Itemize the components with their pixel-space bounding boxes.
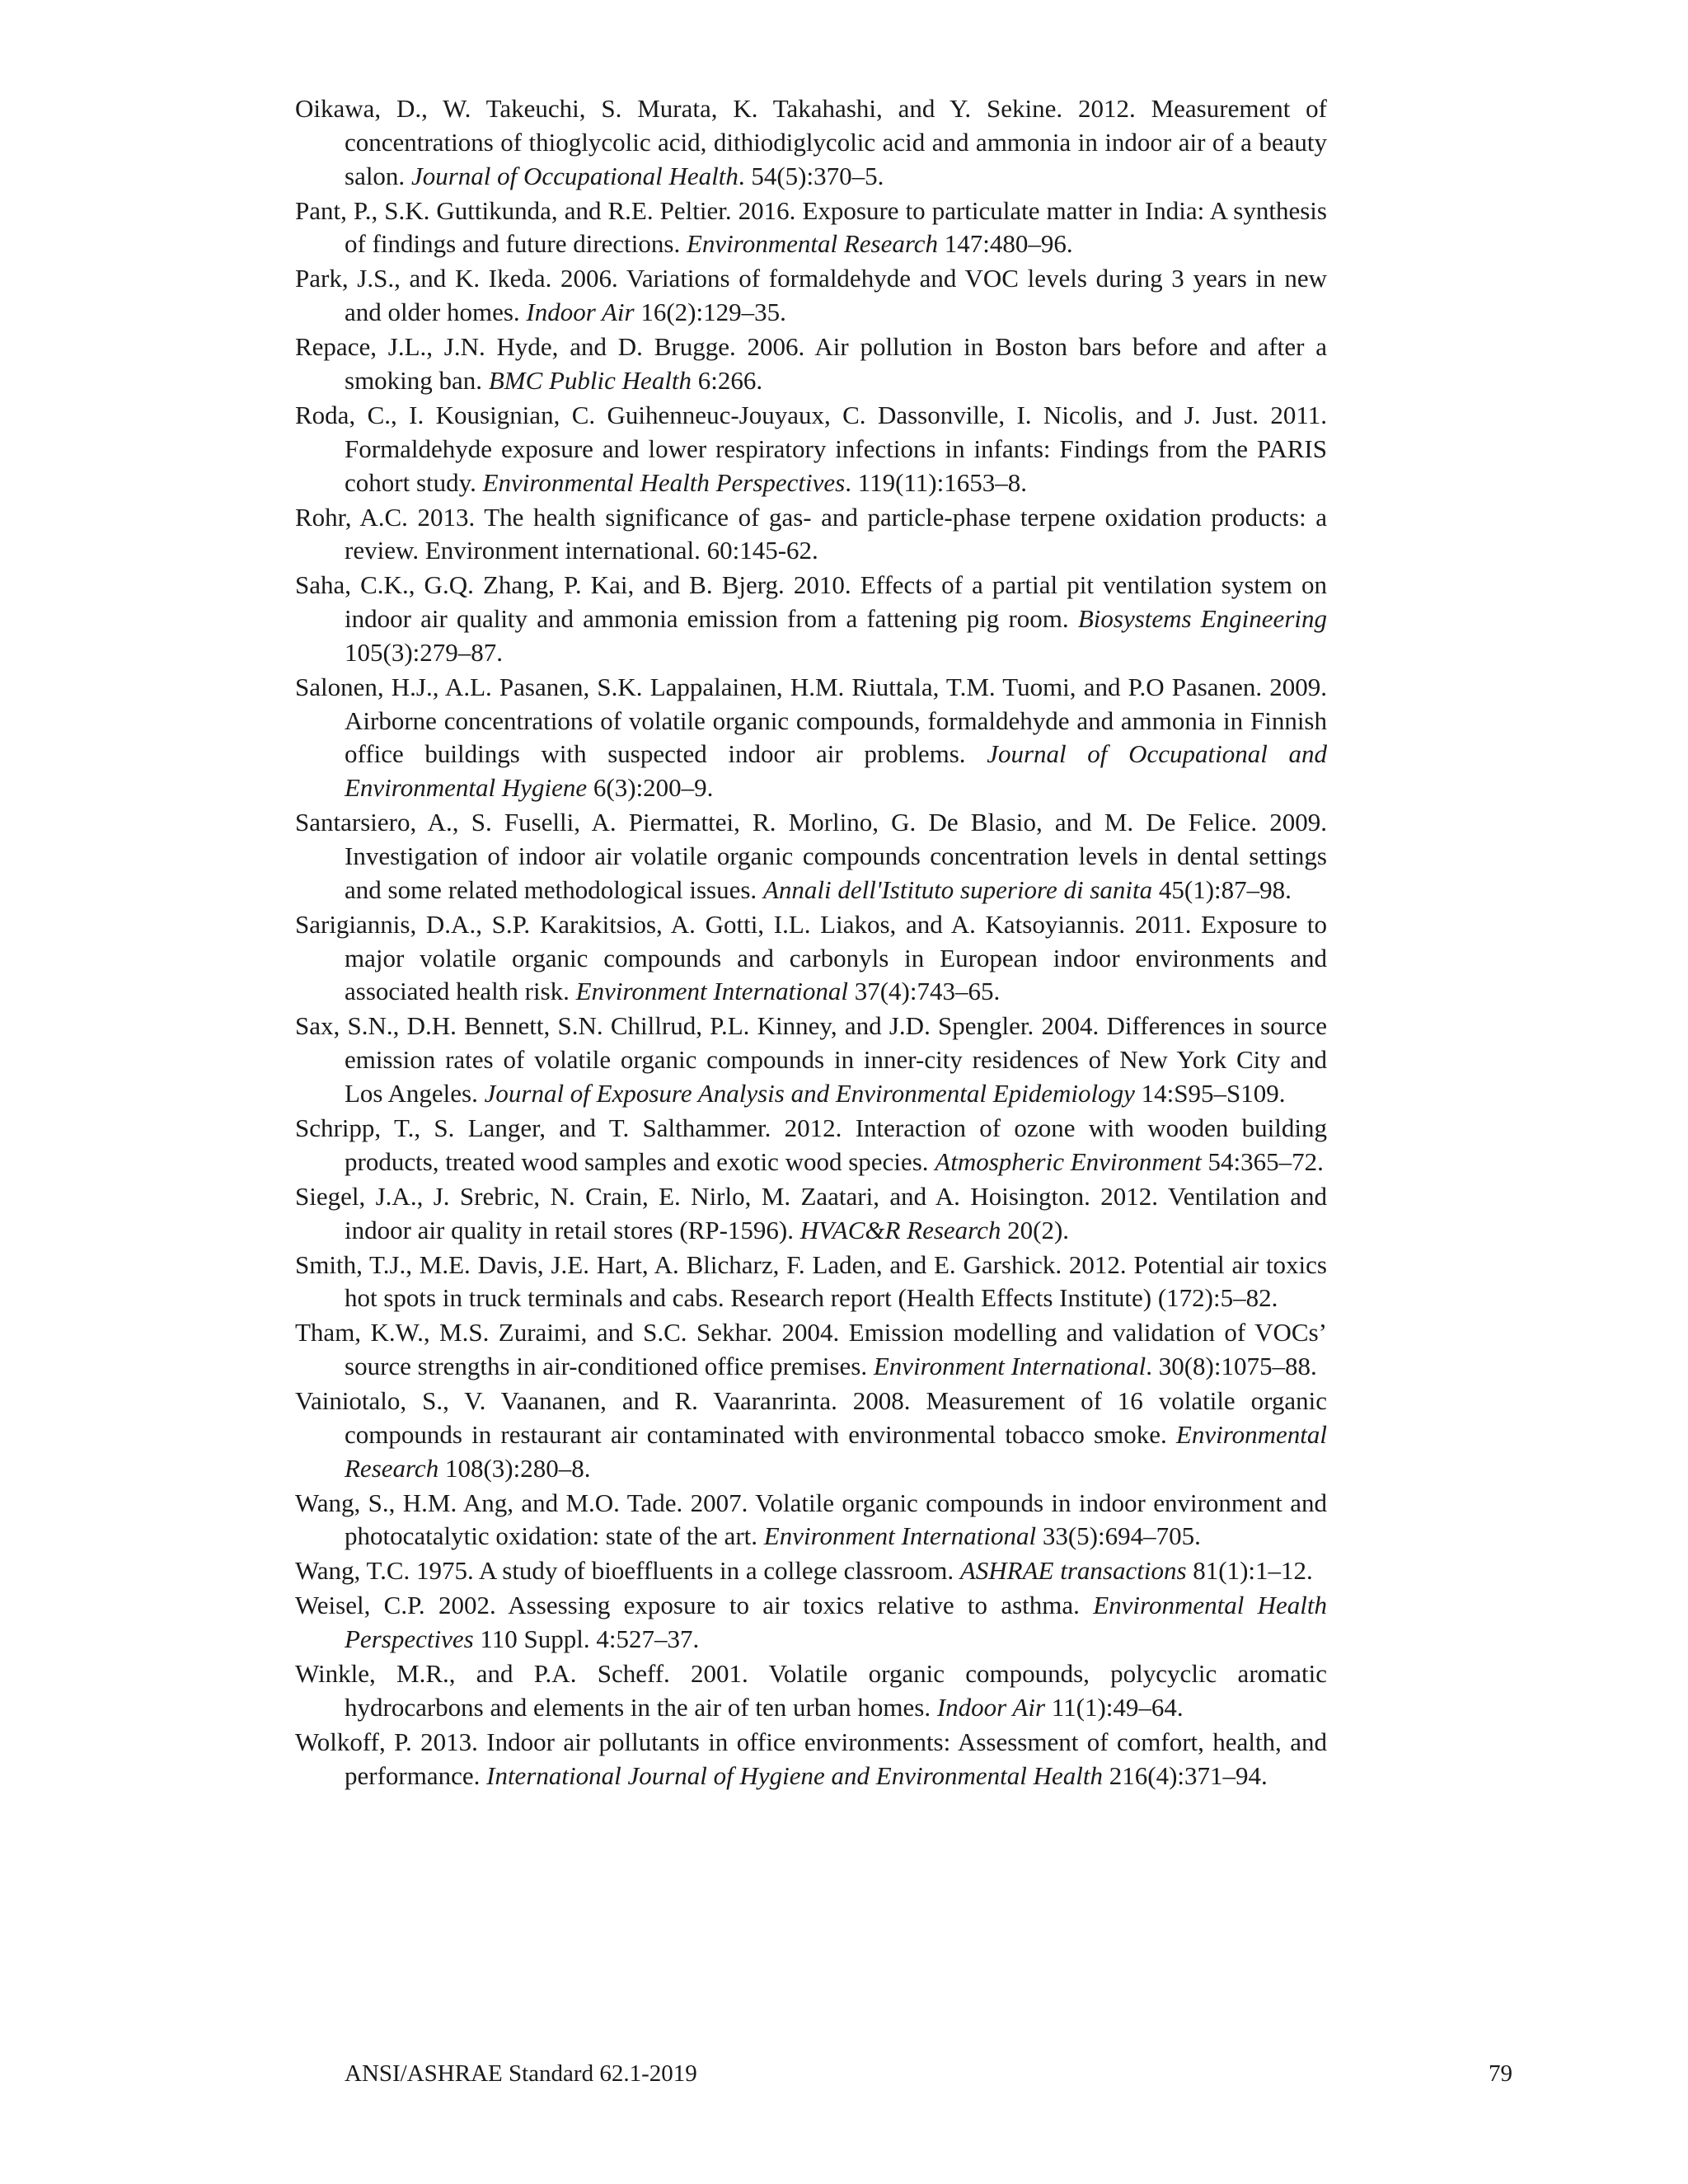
reference-entry [295,1316,1327,1384]
reference-entry [295,806,1327,907]
reference-source-title: BMC Public Health [488,365,692,395]
reference-volume-pages: . 54(5):370–5. [738,161,884,190]
reference-volume-pages: 147:480–96. [938,229,1073,259]
footer-standard-title: ANSI/ASHRAE Standard 62.1-2019 [345,2060,697,2087]
reference-volume-pages: 14:S95–S109. [1134,1078,1286,1108]
reference-entry [295,1487,1327,1554]
reference-volume-pages: 37(4):743–65. [847,977,1001,1006]
reference-entry [295,1589,1327,1657]
reference-list [295,92,1327,1794]
reference-entry [295,1726,1327,1793]
reference-entry [295,1112,1327,1179]
reference-volume-pages: 110 Suppl. 4:527–37. [473,1624,700,1654]
reference-text: Sax, S.N., D.H. Bennett, S.N. Chillrud, P.L. Kinney, and J.D. Spengler. 2004. Differences in source emission rates of volatile organic compounds in inner-city residences of New York City and Los Angeles. [295,1011,1327,1108]
reference-entry [295,92,1327,193]
reference-source-title: Atmospheric Environment [935,1146,1202,1176]
reference-source-title: Journal of Occupational and Environmental Hygiene [345,739,1327,803]
reference-volume-pages: 81(1):1–12. [1186,1556,1313,1586]
reference-source-title: ASHRAE transactions [959,1556,1187,1586]
reference-text: Repace, J.L., J.N. Hyde, and D. Brugge. 2006. Air pollution in Boston bars before and after a smoking ban. [295,332,1327,395]
reference-text: Salonen, H.J., A.L. Pasanen, S.K. Lappalainen, H.M. Riuttala, T.M. Tuomi, and P.O Pasanen. 2009. Airborne concentrations of volatile organic compounds, formaldehyde and ammonia in Finnish office buildings with suspected indoor air problems. [295,672,1327,769]
reference-text: Rohr, A.C. 2013. The health significance of gas- and particle-phase terpene oxidation products: a review. Environment international. 60:145-62. [295,502,1327,565]
reference-text: Oikawa, D., W. Takeuchi, S. Murata, K. Takahashi, and Y. Sekine. 2012. Measurement of concentrations of thioglycolic acid, dithiodiglycolic acid and ammonia in indoor air of a beauty salon. [295,94,1327,190]
reference-source-title: Environment International [873,1352,1146,1381]
reference-text: Schripp, T., S. Langer, and T. Salthammer. 2012. Interaction of ozone with wooden building products, treated wood samples and exotic wood species. [295,1113,1327,1176]
reference-text: Roda, C., I. Kousignian, C. Guihenneuc-Jouyaux, C. Dassonville, I. Nicolis, and J. Just. 2011. Formaldehyde exposure and lower respiratory infections in infants: Findings from the PARIS cohort study. [295,400,1327,497]
reference-source-title: Environment International [575,977,848,1006]
reference-source-title: Annali dell'Istituto superiore di sanita [762,874,1153,904]
reference-volume-pages: 6(3):200–9. [587,773,714,803]
reference-entry [295,908,1327,1009]
reference-entry [295,1554,1327,1588]
reference-text: Sarigiannis, D.A., S.P. Karakitsios, A. Gotti, I.L. Liakos, and A. Katsoyiannis. 2011. Exposure to major volatile organic compounds and carbonyls in European indoor environments and associated health risk. [295,909,1327,1006]
reference-entry [295,1249,1327,1316]
reference-text: Wolkoff, P. 2013. Indoor air pollutants in office environments: Assessment of comfort, health, and performance. [295,1727,1327,1790]
page-number: 79 [1489,2060,1512,2087]
reference-entry [295,671,1327,805]
reference-entry [295,501,1327,569]
reference-text: Saha, C.K., G.Q. Zhang, P. Kai, and B. Bjerg. 2010. Effects of a partial pit ventilation system on indoor air quality and ammonia emission from a fattening pig room. [295,570,1327,634]
reference-entry [295,194,1327,262]
reference-source-title: HVAC&R Research [799,1215,1001,1244]
reference-text: Vainiotalo, S., V. Vaananen, and R. Vaaranrinta. 2008. Measurement of 16 volatile organic compounds in restaurant air contaminated with environmental tobacco smoke. [295,1386,1327,1449]
reference-text: Weisel, C.P. 2002. Assessing exposure to air toxics relative to asthma. [295,1591,1094,1620]
reference-text: Wang, T.C. 1975. A study of bioeffluents in a college classroom. [295,1556,960,1586]
reference-entry [295,1180,1327,1248]
reference-text: Pant, P., S.K. Guttikunda, and R.E. Peltier. 2016. Exposure to particulate matter in India: A synthesis of findings and future directions. [295,195,1327,259]
reference-source-title: Indoor Air [526,298,635,327]
reference-source-title: Environmental Health Perspectives [345,1591,1327,1654]
reference-volume-pages: 105(3):279–87. [345,637,504,667]
reference-source-title: Environmental Research [686,229,939,259]
reference-source-title: International Journal of Hygiene and Environmental Health [486,1760,1104,1790]
reference-text: Winkle, M.R., and P.A. Scheff. 2001. Volatile organic compounds, polycyclic aromatic hydrocarbons and elements in the air of ten urban homes. [295,1659,1327,1722]
reference-entry [295,1385,1327,1485]
reference-volume-pages: 33(5):694–705. [1036,1521,1201,1551]
reference-entry [295,1010,1327,1110]
reference-volume-pages: 11(1):49–64. [1045,1693,1184,1722]
reference-source-title: Journal of Occupational Health [410,161,738,190]
reference-text: Siegel, J.A., J. Srebric, N. Crain, E. Nirlo, M. Zaatari, and A. Hoisington. 2012. Ventilation and indoor air quality in retail stores (RP-1596). [295,1181,1327,1244]
reference-source-title: Journal of Exposure Analysis and Environmental Epidemiology [484,1078,1135,1108]
reference-volume-pages: 108(3):280–8. [438,1453,591,1483]
reference-entry [295,330,1327,398]
reference-entry [295,262,1327,330]
reference-text: Wang, S., H.M. Ang, and M.O. Tade. 2007. Volatile organic compounds in indoor environment and photocatalytic oxidation: state of the art. [295,1488,1327,1551]
reference-entry [295,569,1327,669]
reference-volume-pages: 54:365–72. [1201,1146,1324,1176]
reference-volume-pages: 216(4):371–94. [1103,1760,1268,1790]
reference-source-title: Biosystems Engineering [1077,604,1327,634]
reference-entry [295,1657,1327,1725]
reference-volume-pages: 20(2). [1001,1215,1070,1244]
reference-volume-pages: 6:266. [692,365,763,395]
reference-source-title: Environmental Health Perspectives [482,467,846,497]
reference-source-title: Environmental Research [345,1419,1327,1483]
reference-volume-pages: 16(2):129–35. [634,298,786,327]
reference-source-title: Indoor Air [936,1693,1046,1722]
reference-text: Santarsiero, A., S. Fuselli, A. Piermattei, R. Morlino, G. De Blasio, and M. De Felice. 2009. Investigation of indoor air volatile organic compounds concentration levels in dental settings and some related methodological issues. [295,808,1327,904]
reference-volume-pages: . 119(11):1653–8. [845,467,1027,497]
reference-text: Smith, T.J., M.E. Davis, J.E. Hart, A. Blicharz, F. Laden, and E. Garshick. 2012. Potential air toxics hot spots in truck terminals and cabs. Research report (Health Effects Institute) (172):5–82. [295,1249,1327,1313]
reference-text: Tham, K.W., M.S. Zuraimi, and S.C. Sekhar. 2004. Emission modelling and validation of VOCs’ source strengths in air-conditioned office premises. [295,1318,1327,1381]
reference-source-title: Environment International [763,1521,1037,1551]
reference-volume-pages: . 30(8):1075–88. [1146,1352,1317,1381]
reference-entry [295,399,1327,499]
reference-volume-pages: 45(1):87–98. [1152,874,1292,904]
reference-text: Park, J.S., and K. Ikeda. 2006. Variations of formaldehyde and VOC levels during 3 years in new and older homes. [295,264,1327,327]
